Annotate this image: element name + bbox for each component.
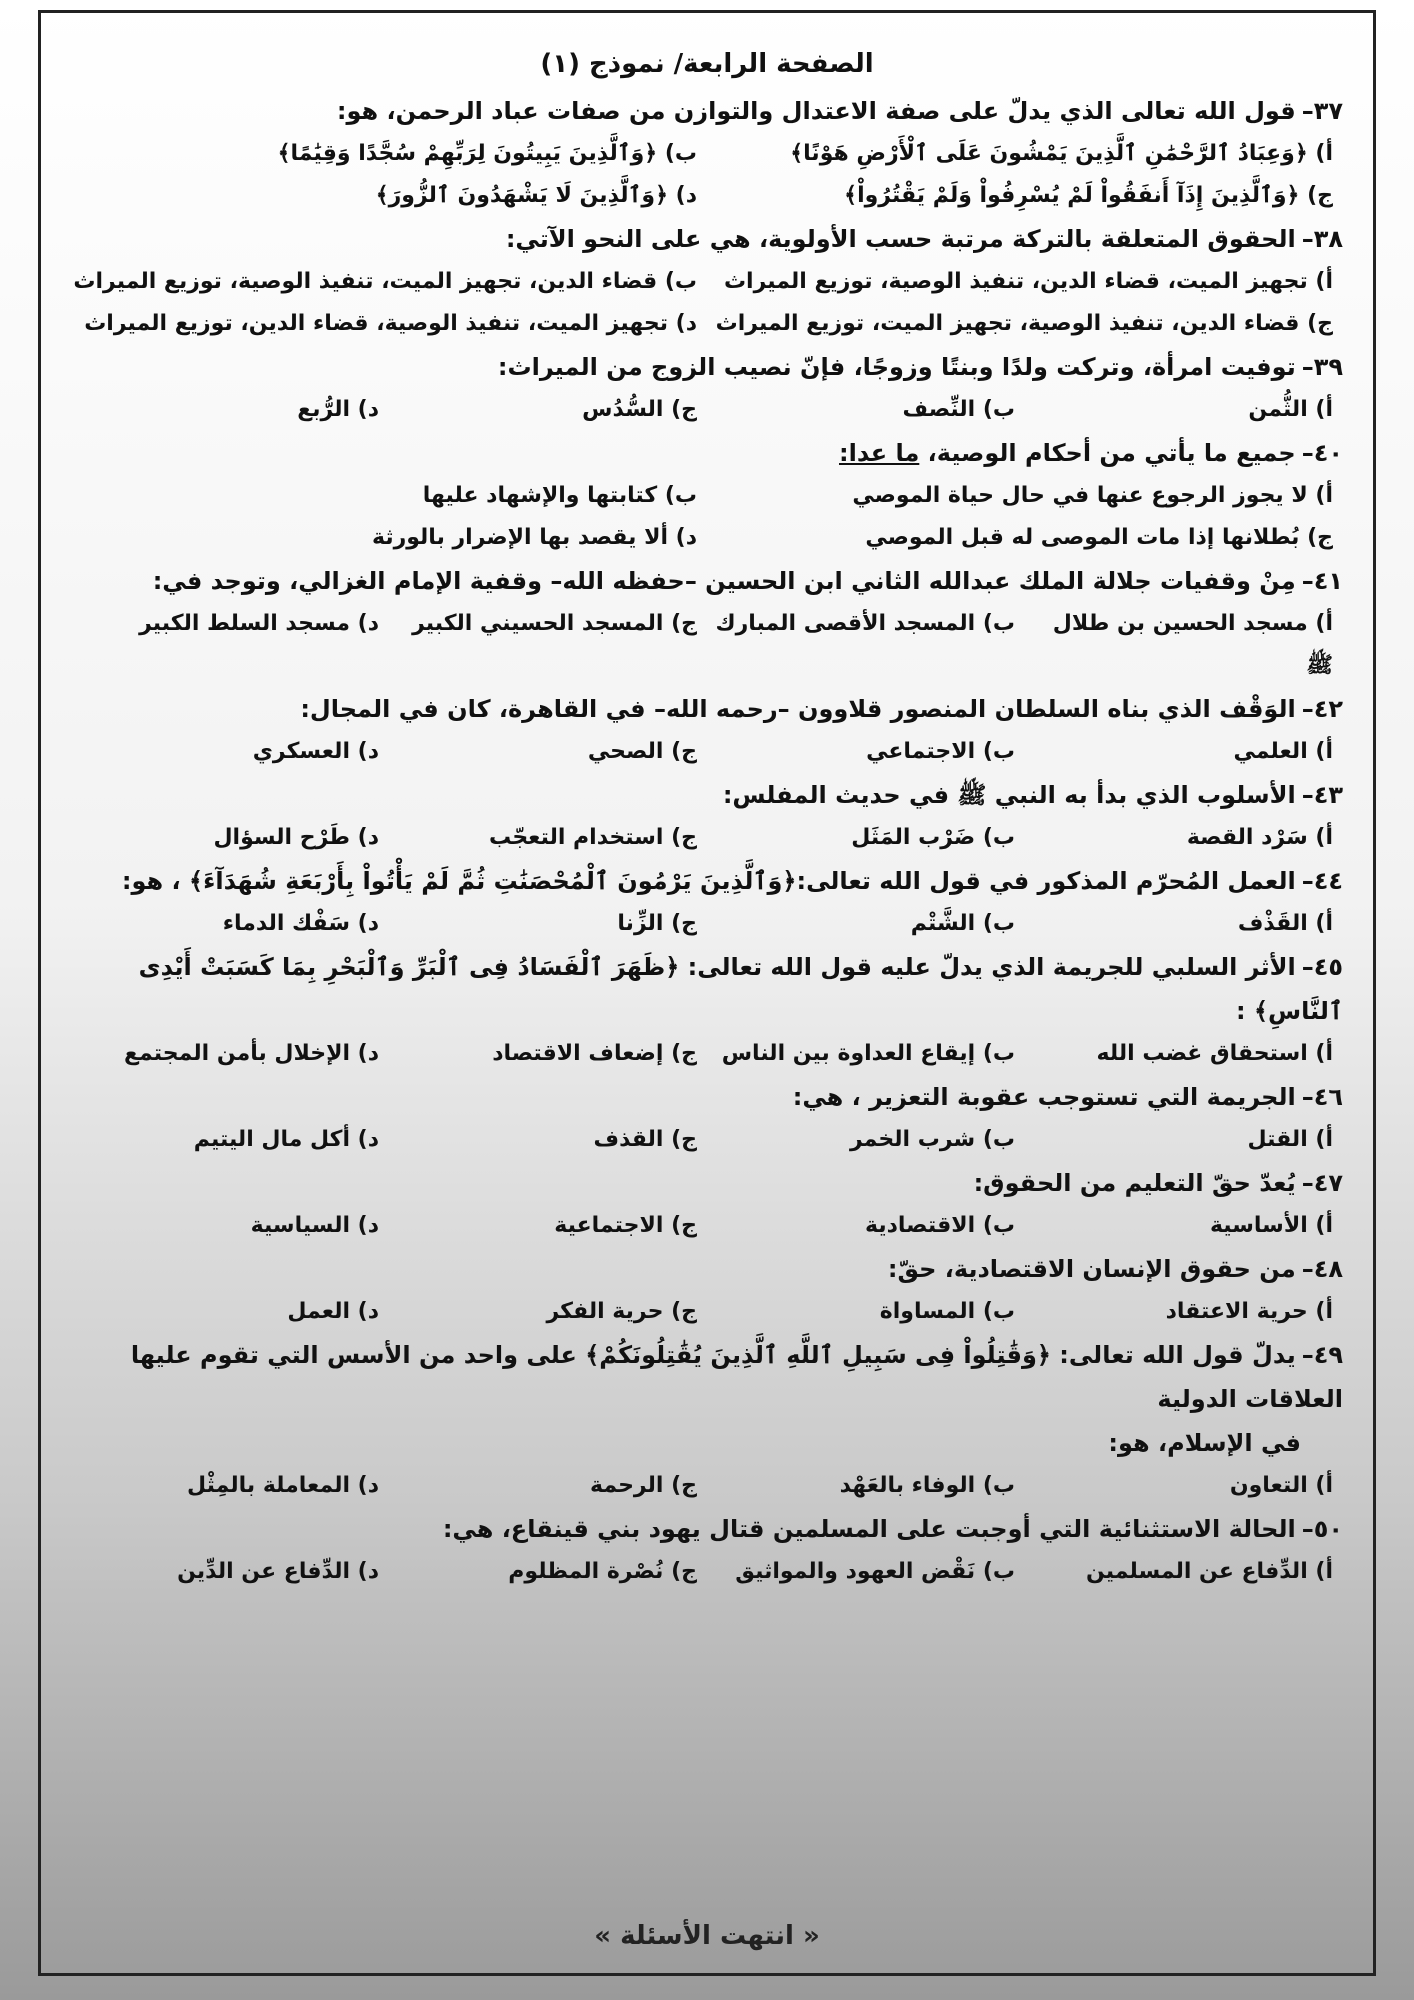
answer-option: د) الرُّبع: [297, 397, 379, 422]
question-text: العمل المُحرّم المذكور في قول الله تعالى:﴿وَٱلَّذِينَ يَرْمُونَ ٱلْمُحْصَنَٰتِ ثُمَّ لَمْ يَأْتُواْ بِأَرْبَعَةِ شُهَدَآءَ﴾ ، هو:: [121, 867, 1296, 895]
answer-option: ج) ﴿وَٱلَّذِينَ إِذَآ أَنفَقُواْ لَمْ يُسْرِفُواْ وَلَمْ يَقْتُرُواْ﴾: [844, 183, 1333, 208]
options-row: [71, 175, 1343, 217]
answer-option: د) العسكري: [252, 739, 379, 764]
options-row: [71, 389, 1343, 431]
answer-option: د) أكل مال اليتيم: [193, 1127, 379, 1152]
answer-option: د) ﴿وَٱلَّذِينَ لَا يَشْهَدُونَ ٱلزُّورَ﴾: [375, 183, 697, 208]
question-number: ٤٩–: [1301, 1341, 1343, 1369]
question: [71, 345, 1343, 389]
question-number: ٥٠–: [1301, 1515, 1343, 1543]
exam-page: [38, 10, 1376, 1976]
answer-option: ج) حرية الفكر: [546, 1299, 697, 1324]
question-text: الحقوق المتعلقة بالتركة مرتبة حسب الأولوية، هي على النحو الآتي:: [505, 225, 1296, 253]
answer-option: د) الدِّفاع عن الدِّين: [177, 1559, 379, 1584]
answer-option: ج) المسجد الحسيني الكبير: [412, 611, 697, 636]
answer-option: أ) الدِّفاع عن المسلمين: [1085, 1559, 1333, 1584]
answer-option: أ) القتل: [1247, 1127, 1333, 1152]
question-text: مِنْ وقفيات جلالة الملك عبدالله الثاني ابن الحسين –حفظه الله– وقفية الإمام الغزالي، وتوجد في:: [152, 567, 1296, 595]
options-row: [71, 1205, 1343, 1247]
answer-option: أ) استحقاق غضب الله: [1096, 1041, 1333, 1066]
answer-option: أ) حرية الاعتقاد: [1165, 1299, 1333, 1324]
question: [71, 687, 1343, 731]
question-text: من حقوق الإنسان الاقتصادية، حقّ:: [887, 1255, 1296, 1283]
answer-option: أ) تجهيز الميت، قضاء الدين، تنفيذ الوصية، توزيع الميراث: [723, 269, 1333, 294]
answer-option: أ) الأساسية: [1209, 1213, 1333, 1238]
question-text-line2: في الإسلام، هو:: [1108, 1429, 1301, 1457]
question-text: الجريمة التي تستوجب عقوبة التعزير ، هي:: [792, 1083, 1296, 1111]
answer-option: ج) الاجتماعية: [554, 1213, 697, 1238]
question: [71, 1333, 1343, 1421]
answer-option: ب) الشَّتْم: [910, 911, 1015, 936]
answer-option: أ) العلمي: [1233, 739, 1333, 764]
options-row: [71, 1291, 1343, 1333]
answer-option: ب) ﴿وَٱلَّذِينَ يَبِيتُونَ لِرَبِّهِمْ سُجَّدًا وَقِيَٰمًا﴾: [277, 141, 697, 166]
answer-option: د) السياسية: [250, 1213, 379, 1238]
question-text: الأسلوب الذي بدأ به النبي ﷺ في حديث المفلس:: [722, 781, 1296, 809]
question-number: ٤٧–: [1301, 1169, 1343, 1197]
options-row: [71, 1551, 1343, 1593]
options-row: [71, 133, 1343, 175]
question: [71, 859, 1343, 903]
question-number: ٤٨–: [1301, 1255, 1343, 1283]
answer-option: أ) القَذْف: [1237, 911, 1333, 936]
question: [71, 431, 1343, 475]
answer-option: ب) الوفاء بالعَهْد: [839, 1473, 1015, 1498]
question-text: يُعدّ حقّ التعليم من الحقوق:: [973, 1169, 1296, 1197]
answer-option: ب) ضَرْب المَثَل: [851, 825, 1015, 850]
answer-option: د) تجهيز الميت، تنفيذ الوصية، قضاء الدين، توزيع الميراث: [84, 311, 697, 336]
question: [71, 89, 1343, 133]
answer-option: ب) نَقْض العهود والمواثيق: [735, 1559, 1015, 1584]
options-row: [71, 303, 1343, 345]
answer-option: أ) سَرْد القصة: [1186, 825, 1333, 850]
answer-option: ب) شرب الخمر: [850, 1127, 1015, 1152]
question-text: جميع ما يأتي من أحكام الوصية،: [927, 439, 1296, 467]
question-number: ٤٥–: [1301, 953, 1343, 981]
answer-option: د) سَفْك الدماء: [222, 911, 379, 936]
question-text: قول الله تعالى الذي يدلّ على صفة الاعتدال والتوازن من صفات عباد الرحمن، هو:: [336, 97, 1296, 125]
answer-option: ج) قضاء الدين، تنفيذ الوصية، تجهيز الميت، توزيع الميراث: [715, 311, 1333, 336]
answer-option: د) مسجد السلط الكبير: [139, 611, 379, 636]
answer-option: أ) التعاون: [1229, 1473, 1333, 1498]
question: [71, 1507, 1343, 1551]
answer-option: أ) لا يجوز الرجوع عنها في حال حياة الموصي: [852, 483, 1333, 508]
question-number: ٤٠–: [1301, 439, 1343, 467]
question: [71, 773, 1343, 817]
question-text-continued: [71, 1421, 1343, 1465]
answer-option: ج) نُصْرة المظلوم: [508, 1559, 697, 1584]
question-number: ٤٤–: [1301, 867, 1343, 895]
options-row: [71, 517, 1343, 559]
page-title: الصفحة الرابعة/ نموذج (١): [540, 49, 874, 79]
questions-list: [71, 89, 1343, 1593]
options-row: [71, 817, 1343, 859]
options-row: [71, 1465, 1343, 1507]
answer-option: أ) ﴿وَعِبَادُ ٱلرَّحْمَٰنِ ٱلَّذِينَ يَمْشُونَ عَلَى ٱلْأَرْضِ هَوْنًا﴾: [790, 141, 1333, 166]
question-number: ٤٦–: [1301, 1083, 1343, 1111]
question: [71, 1075, 1343, 1119]
question-number: ٤٢–: [1301, 695, 1343, 723]
answer-option: د) ألا يقصد بها الإضرار بالورثة: [371, 525, 697, 550]
answer-option: ج) إضعاف الاقتصاد: [492, 1041, 697, 1066]
question-emphasis: ما عدا:: [839, 439, 920, 467]
answer-option: ب) النِّصف: [902, 397, 1015, 422]
answer-option: د) العمل: [287, 1299, 379, 1324]
question-text: توفيت امرأة، وتركت ولدًا وبنتًا وزوجًا، فإنّ نصيب الزوج من الميراث:: [497, 353, 1296, 381]
question-number: ٤١–: [1301, 567, 1343, 595]
options-row: [71, 475, 1343, 517]
answer-option: ب) المساواة: [879, 1299, 1015, 1324]
answer-option: د) المعاملة بالمِثْل: [187, 1473, 379, 1498]
answer-option: د) طَرْح السؤال: [213, 825, 379, 850]
question: [71, 1247, 1343, 1291]
end-marker: « انتهت الأسئلة »: [594, 1921, 820, 1951]
answer-option: ج) الزِّنا: [617, 911, 697, 936]
question: [71, 217, 1343, 261]
answer-option: ج) بُطلانها إذا مات الموصى له قبل الموصي: [865, 525, 1333, 550]
question-number: ٣٧–: [1301, 97, 1343, 125]
question: [71, 1161, 1343, 1205]
answer-option: ب) إيقاع العداوة بين الناس: [721, 1041, 1015, 1066]
answer-option: ب) قضاء الدين، تجهيز الميت، تنفيذ الوصية، توزيع الميراث: [73, 269, 697, 294]
answer-option: ج) استخدام التعجّب: [489, 825, 697, 850]
question-text: الحالة الاستثنائية التي أوجبت على المسلمين قتال يهود بني قينقاع، هي:: [442, 1515, 1296, 1543]
options-row: [71, 1119, 1343, 1161]
answer-option: أ) الثُّمن: [1248, 397, 1333, 422]
answer-option: ج) الصحي: [587, 739, 697, 764]
answer-option: ب) المسجد الأقصى المبارك: [715, 611, 1015, 636]
answer-option: ب) الاجتماعي: [866, 739, 1015, 764]
question-number: ٤٣–: [1301, 781, 1343, 809]
question-text: الأثر السلبي للجريمة الذي يدلّ عليه قول الله تعالى: ﴿ظَهَرَ ٱلْفَسَادُ فِى ٱلْبَرِّ وَٱلْبَحْرِ بِمَا كَسَبَتْ أَيْدِى ٱلنَّاسِ﴾ :: [138, 953, 1343, 1025]
answer-option: ج) السُّدُس: [582, 397, 697, 422]
options-row: [71, 1033, 1343, 1075]
question-text: يدلّ قول الله تعالى: ﴿وَقَٰتِلُواْ فِى سَبِيلِ ٱللَّهِ ٱلَّذِينَ يُقَٰتِلُونَكُمْ﴾ على واحد من الأسس التي تقوم عليها العلاقات الدولية: [130, 1341, 1343, 1413]
answer-option: ب) الاقتصادية: [865, 1213, 1015, 1238]
options-row: [71, 603, 1343, 687]
options-row: [71, 731, 1343, 773]
question-text: الوَقْف الذي بناه السلطان المنصور قلاوون –رحمه الله– في القاهرة، كان في المجال:: [300, 695, 1296, 723]
answer-option: د) الإخلال بأمن المجتمع: [124, 1041, 379, 1066]
answer-option: أ) مسجد الحسين بن طلال ﷺ: [1052, 611, 1333, 678]
answer-option: ب) كتابتها والإشهاد عليها: [422, 483, 697, 508]
options-row: [71, 903, 1343, 945]
answer-option: ج) القذف: [593, 1127, 697, 1152]
options-row: [71, 261, 1343, 303]
question: [71, 945, 1343, 1033]
question-number: ٣٨–: [1301, 225, 1343, 253]
answer-option: ج) الرحمة: [589, 1473, 697, 1498]
question: [71, 559, 1343, 603]
question-number: ٣٩–: [1301, 353, 1343, 381]
